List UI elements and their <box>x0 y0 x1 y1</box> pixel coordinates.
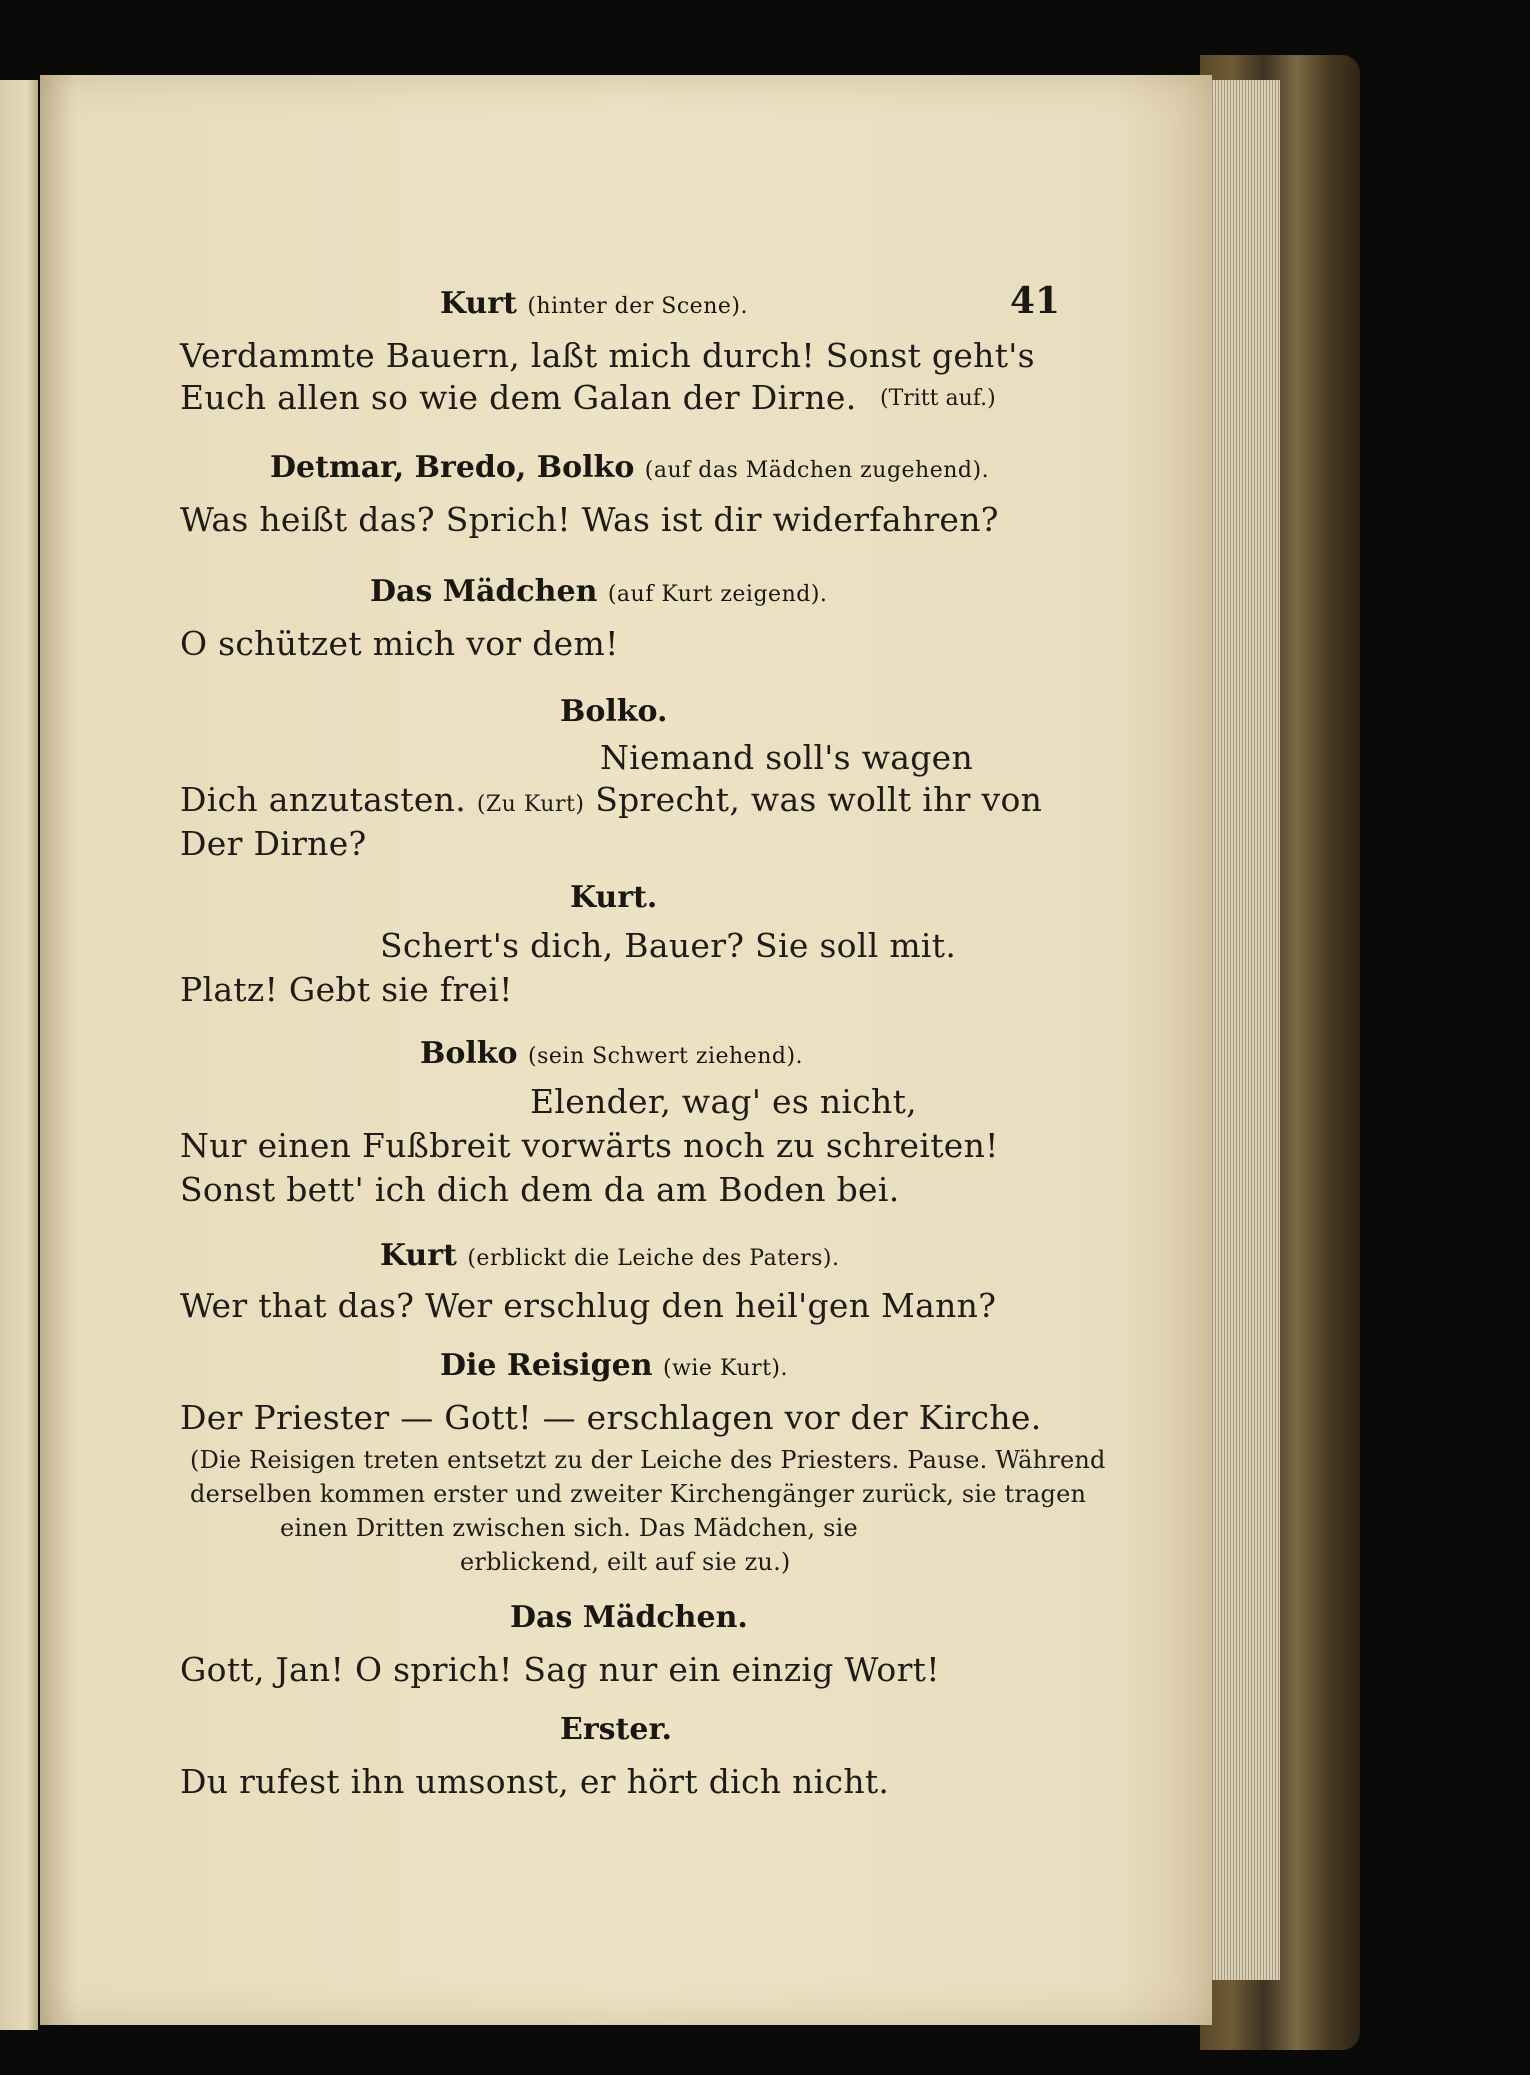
verse-text: Dich anzutasten. <box>180 780 467 819</box>
stage-direction: (Zu Kurt) <box>476 792 585 817</box>
speaker-heading <box>560 1712 672 1747</box>
speaker-name: Detmar, Bredo, Bolko <box>270 450 635 485</box>
verse-line: Gott, Jan! O sprich! Sag nur ein einzig Wort! <box>180 1650 940 1689</box>
previous-page-edge <box>0 80 38 2030</box>
stage-direction: (erblickt die Leiche des Paters). <box>467 1246 840 1271</box>
stage-direction: (auf das Mädchen zugehend). <box>644 458 990 483</box>
verse-line: Der Priester — Gott! — erschlagen vor der Kirche. <box>180 1398 1042 1437</box>
verse-line: Was heißt das? Sprich! Was ist dir widerfahren? <box>180 500 999 539</box>
verse-line: Der Dirne? <box>180 824 367 863</box>
speaker-name: Das Mädchen <box>370 574 598 609</box>
speaker-heading <box>510 1600 748 1635</box>
speaker-heading <box>560 694 667 729</box>
verse-line: Platz! Gebt sie frei! <box>180 970 513 1009</box>
verse-text: Sprecht, was wollt ihr von <box>595 780 1043 819</box>
verse-line: Du rufest ihn umsonst, er hört dich nicht. <box>180 1762 890 1801</box>
speaker-name: Die Reisigen <box>440 1348 653 1383</box>
stage-direction: (Tritt auf.) <box>880 386 996 411</box>
stage-direction-line: einen Dritten zwischen sich. Das Mädchen, sie <box>280 1514 858 1542</box>
page-number: 41 <box>1010 280 1061 322</box>
verse-line: Sonst bett' ich dich dem da am Boden bei. <box>180 1170 900 1209</box>
speaker-heading <box>570 880 657 915</box>
page-edges <box>1210 80 1280 1980</box>
verse-line: Wer that das? Wer erschlug den heil'gen Mann? <box>180 1286 997 1325</box>
verse-line: Niemand soll's wagen <box>600 738 974 777</box>
verse-line: O schützet mich vor dem! <box>180 624 619 663</box>
speaker-heading <box>420 1036 803 1071</box>
verse-line <box>180 780 1042 819</box>
speaker-name: Kurt <box>440 286 517 321</box>
stage-direction-line: (Die Reisigen treten entsetzt zu der Leiche des Priesters. Pause. Während <box>190 1446 1106 1474</box>
speaker-name: Kurt. <box>570 880 658 915</box>
stage-direction: (sein Schwert ziehend). <box>528 1044 804 1069</box>
speaker-name: Bolko <box>420 1036 518 1071</box>
speaker-heading <box>440 1348 788 1383</box>
verse-line: Euch allen so wie dem Galan der Dirne. <box>180 378 857 417</box>
speaker-heading <box>380 1238 839 1273</box>
speaker-heading <box>440 286 748 321</box>
speaker-name: Erster. <box>560 1712 673 1747</box>
stage-direction: (hinter der Scene). <box>527 294 748 319</box>
stage-direction-line: erblickend, eilt auf sie zu.) <box>460 1548 791 1576</box>
stage-direction: (wie Kurt). <box>662 1356 789 1381</box>
verse-line: Verdammte Bauern, laßt mich durch! Sonst geht's <box>180 336 1035 375</box>
verse-line: Elender, wag' es nicht, <box>530 1082 917 1121</box>
speaker-heading <box>270 450 989 485</box>
speaker-name: Kurt <box>380 1238 457 1273</box>
speaker-name: Bolko. <box>560 694 668 729</box>
stage-direction: (auf Kurt zeigend). <box>607 582 828 607</box>
stage-direction-line: derselben kommen erster und zweiter Kirchengänger zurück, sie tragen <box>190 1480 1087 1508</box>
speaker-name: Das Mädchen. <box>510 1600 748 1635</box>
verse-line: Nur einen Fußbreit vorwärts noch zu schreiten! <box>180 1126 999 1165</box>
speaker-heading <box>370 574 827 609</box>
verse-line: Schert's dich, Bauer? Sie soll mit. <box>380 926 957 965</box>
